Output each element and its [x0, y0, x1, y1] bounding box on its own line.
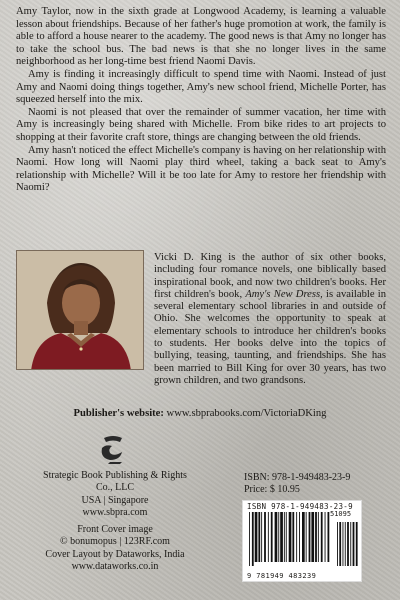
barcode-bar — [271, 512, 273, 562]
isbn-line: ISBN: 978-1-949483-23-9 — [244, 472, 351, 483]
publisher-location: USA | Singapore — [81, 494, 149, 506]
publisher-url[interactable]: www.sbpra.com — [82, 507, 148, 519]
barcode-bar — [249, 512, 250, 566]
website-label: Publisher's website: — [73, 408, 164, 419]
barcode-number-text: 9 781949 483239 — [247, 572, 317, 580]
author-bio — [154, 252, 386, 387]
barcode-addon-bar — [353, 522, 355, 566]
barcode-addon-bar — [337, 522, 338, 566]
barcode-bar — [292, 512, 294, 562]
barcode-bar — [321, 512, 323, 562]
cover-credits — [40, 524, 190, 574]
barcode-bar — [275, 512, 278, 562]
credit-line: © bonumopus | 123RF.com — [60, 536, 170, 548]
barcode-bar — [255, 512, 258, 562]
barcode-bar — [296, 512, 297, 562]
barcode-bar — [325, 512, 326, 562]
barcode-bar — [252, 512, 254, 566]
barcode-bar — [289, 512, 292, 562]
barcode-bar — [315, 512, 317, 562]
barcode-bar — [302, 512, 305, 562]
blurb-paragraph: Amy is finding it increasingly difficult to spend time with Naomi. Instead of just Amy and Naomi doing things together, Amy's new school friend, Michelle Porter, has squeezed herself into the mix. — [16, 68, 386, 106]
barcode-number-label — [247, 572, 316, 580]
barcode-addon-label — [330, 510, 351, 518]
bio-book-title: Amy's New Dress, — [245, 288, 323, 300]
barcode-bar — [278, 512, 279, 562]
website-url[interactable]: www.sbprabooks.com/VictoriaDKing — [163, 408, 327, 419]
barcode-bar — [280, 512, 283, 562]
barcode-bars — [247, 512, 359, 572]
barcode-bar — [264, 512, 266, 562]
barcode-bar — [311, 512, 314, 562]
isbn-price-block — [244, 472, 350, 497]
bio-text: Vicki D. King is the author of six other books, including four romance novels, one biblically based inspirational book, and now two children's books. Her first children's book, — [154, 252, 386, 300]
back-cover-blurb — [16, 6, 386, 195]
blurb-paragraph: Amy hasn't noticed the effect Michelle's company is having on her relationship with Naomi. How long will Naomi play third wheel, taking a back seat to Amy's relationship with Michelle? Will it be too late for Amy to restore her friendship with Naomi? — [16, 144, 386, 194]
barcode-bar — [299, 512, 300, 562]
barcode-addon-bar — [345, 522, 346, 566]
barcode-bar — [306, 512, 307, 562]
barcode-addon-bar — [339, 522, 341, 566]
barcode-bar — [328, 512, 330, 562]
barcode-addon-bar — [350, 522, 351, 566]
barcode-addon-text: 51095 — [330, 510, 352, 518]
barcode-addon-bar — [347, 522, 349, 566]
barcode-isbn-text: ISBN 978-1-949483-23-9 — [247, 502, 353, 511]
credit-line[interactable]: www.dataworks.co.in — [71, 561, 159, 573]
publisher-name: Strategic Book Publishing & Rights Co., LLC — [43, 470, 187, 494]
barcode-addon-bar — [356, 522, 358, 566]
barcode-bar — [318, 512, 319, 562]
author-photo — [16, 250, 144, 370]
credit-line: Cover Layout by Dataworks, India — [45, 548, 185, 560]
barcode-bar — [258, 512, 260, 562]
credit-line: Front Cover image — [77, 524, 153, 535]
barcode-bar — [284, 512, 285, 562]
barcode-bar — [286, 512, 287, 562]
barcode-bar — [261, 512, 262, 562]
price-line: Price: $ 10.95 — [244, 484, 300, 496]
publisher-logo-icon — [96, 432, 130, 466]
barcode-bar — [309, 512, 311, 562]
blurb-paragraph: Amy Taylor, now in the sixth grade at Longwood Academy, is learning a valuable lesson about friendships. Because of her father's huge promotion at work, the family is able to afford a house nearer to the academy. The good news is that Amy no longer has to take the school bus. The bad news is that she no longer lives in the same neighborhood as her long-time best friend Naomi Davis. — [16, 6, 386, 68]
barcode-addon-bar — [343, 522, 344, 566]
blurb-paragraph: Naomi is not pleased that over the remainder of summer vacation, her time with Amy is increasingly being shared with Michelle. From bike rides to art projects to shopping at their favorite craft store, things are changing between the old friends. — [16, 106, 386, 143]
barcode-bar — [268, 512, 269, 562]
publisher-info — [40, 470, 190, 520]
publisher-website-line — [0, 408, 400, 419]
bio-text: is available in several elementary school libraries in and outside of Ohio. She welcomes the opportunity to speak at elementary schools to introduce her children's books to students. Her books delve into the topics of bullying, teasing, taunting, and friendships. She has been married to Bill King for over 30 years, has two grown children, and two grandsons. — [154, 288, 386, 386]
